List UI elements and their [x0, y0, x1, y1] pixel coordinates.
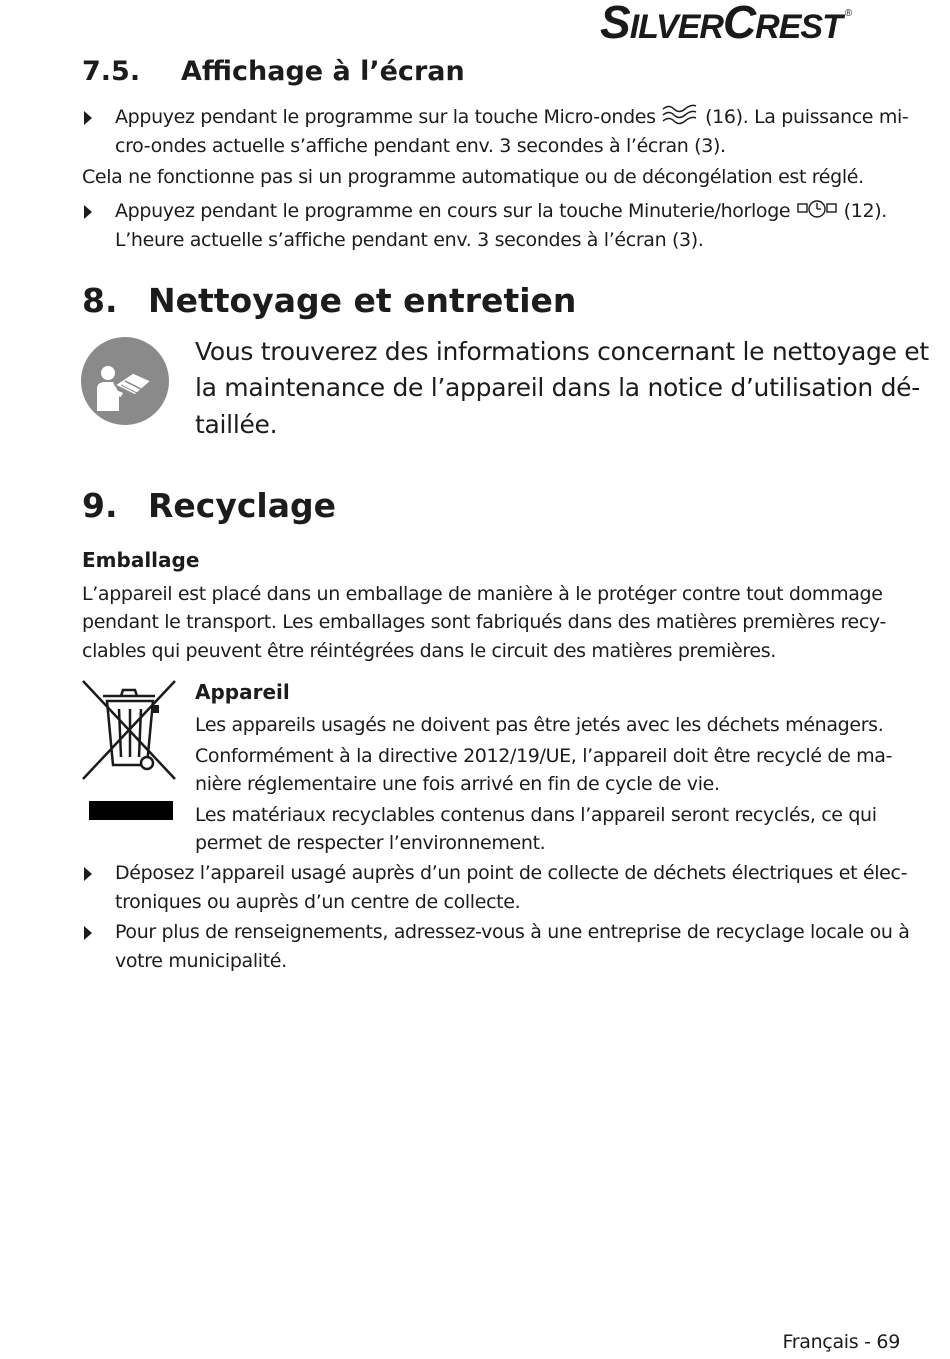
- device-line1: Les appareils usagés ne doivent pas être jetés avec les déchets ménagers.: [195, 714, 884, 736]
- read-manual-icon: [81, 337, 169, 425]
- recycle-bullet2-line1: Pour plus de renseignements, adressez-vous à une entreprise de recyclage locale ou à: [115, 921, 910, 943]
- recycle-bullet1-line2: troniques ou auprès d’un centre de collecte.: [115, 891, 521, 913]
- section-7-5-bullet2-line1: Appuyez pendant le programme en cours sur la touche Minuterie/horloge (12).: [115, 197, 887, 229]
- section-8-text-line2: la maintenance de l’appareil dans la notice d’utilisation dé-: [195, 373, 920, 402]
- device-heading: Appareil: [195, 680, 290, 704]
- packaging-line3: clables qui peuvent être réintégrées dans le circuit des matières premières.: [82, 640, 776, 662]
- section-7-5-heading: 7.5. Affichage à l’écran: [82, 56, 465, 87]
- crossed-out-bin-icon: [81, 679, 177, 824]
- device-line3: nière réglementaire une fois arrivé en fin de cycle de vie.: [195, 773, 720, 795]
- packaging-heading: Emballage: [82, 548, 200, 572]
- section-8-heading: 8. Nettoyage et entretien: [82, 281, 577, 320]
- triangle-bullet-icon: [84, 205, 94, 219]
- triangle-bullet-icon: [84, 867, 94, 881]
- page-number: Français - 69: [782, 1331, 900, 1353]
- section-9-heading: 9. Recyclage: [82, 486, 337, 525]
- device-line4: Les matériaux recyclables contenus dans l’appareil seront recyclés, ce qui: [195, 804, 877, 826]
- microwave-waves-icon: [661, 104, 699, 135]
- timer-clock-icon: [796, 198, 838, 229]
- triangle-bullet-icon: [84, 111, 94, 125]
- section-7-5-note: Cela ne fonctionne pas si un programme automatique ou de décongélation est réglé.: [82, 166, 864, 188]
- section-7-5-bullet2-line2: L’heure actuelle s’affiche pendant env. 3 secondes à l’écran (3).: [115, 229, 704, 251]
- recycle-bullet1-line1: Déposez l’appareil usagé auprès d’un point de collecte de déchets électriques et élec-: [115, 862, 908, 884]
- triangle-bullet-icon: [84, 926, 94, 940]
- device-line2: Conformément à la directive 2012/19/UE, l’appareil doit être recyclé de ma-: [195, 745, 893, 767]
- brand-logo: SILVERCREST ®: [600, 0, 852, 48]
- device-line5: permet de respecter l’environnement.: [195, 832, 546, 854]
- section-8-text-line1: Vous trouverez des informations concernant le nettoyage et: [195, 337, 929, 366]
- section-7-5-bullet1-line1: Appuyez pendant le programme sur la touche Micro-ondes (16). La puissance mi-: [115, 103, 908, 135]
- recycle-bullet2-line2: votre municipalité.: [115, 950, 287, 972]
- packaging-line1: L’appareil est placé dans un emballage de manière à le protéger contre tout dommage: [82, 583, 883, 605]
- section-8-text-line3: taillée.: [195, 410, 278, 439]
- packaging-line2: pendant le transport. Les emballages sont fabriqués dans des matières premières recy-: [82, 611, 886, 633]
- section-7-5-bullet1-line2: cro-ondes actuelle s’affiche pendant env. 3 secondes à l’écran (3).: [115, 135, 726, 157]
